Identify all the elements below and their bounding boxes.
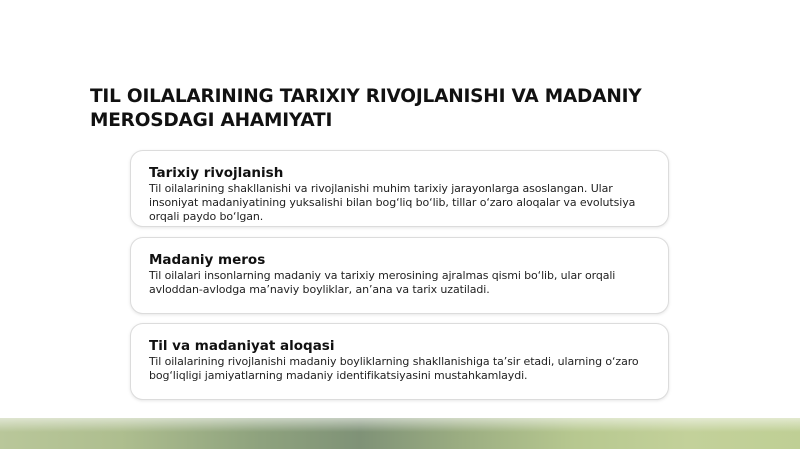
card-text: Til oilalarining rivojlanishi madaniy boyliklarning shakllanishiga ta’sir etadi, ularning o‘zaro bog‘liqligi jamiyatlarning madaniy identifikatsiyasini mustahkamlaydi. [149,355,639,382]
card-heading: Madaniy meros [149,252,266,268]
card-language-culture-link [130,323,669,400]
card-text: Til oilalari insonlarning madaniy va tarixiy merosining ajralmas qismi bo‘lib, ular orqali avloddan-avlodga ma’naviy boyliklar, an’ana va tarix uzatiladi. [149,269,616,296]
card-text: Til oilalarining shakllanishi va rivojlanishi muhim tarixiy jarayonlarga asoslangan. Ular insoniyat madaniyatining yuksalishi bilan bog‘liq bo‘lib, tillar o‘zaro aloqalar va evolutsiya orqali paydo bo‘lgan. [149,182,636,223]
card-historical-development [130,150,669,227]
card-heading: Til va madaniyat aloqasi [149,338,335,354]
card-cultural-heritage [130,237,669,314]
footer-decorative-band [0,418,800,449]
slide-title: TIL OILALARINING TARIXIY RIVOJLANISHI VA MADANIY MEROSDAGI AHAMIYATI [90,86,642,131]
card-heading: Tarixiy rivojlanish [149,165,284,181]
